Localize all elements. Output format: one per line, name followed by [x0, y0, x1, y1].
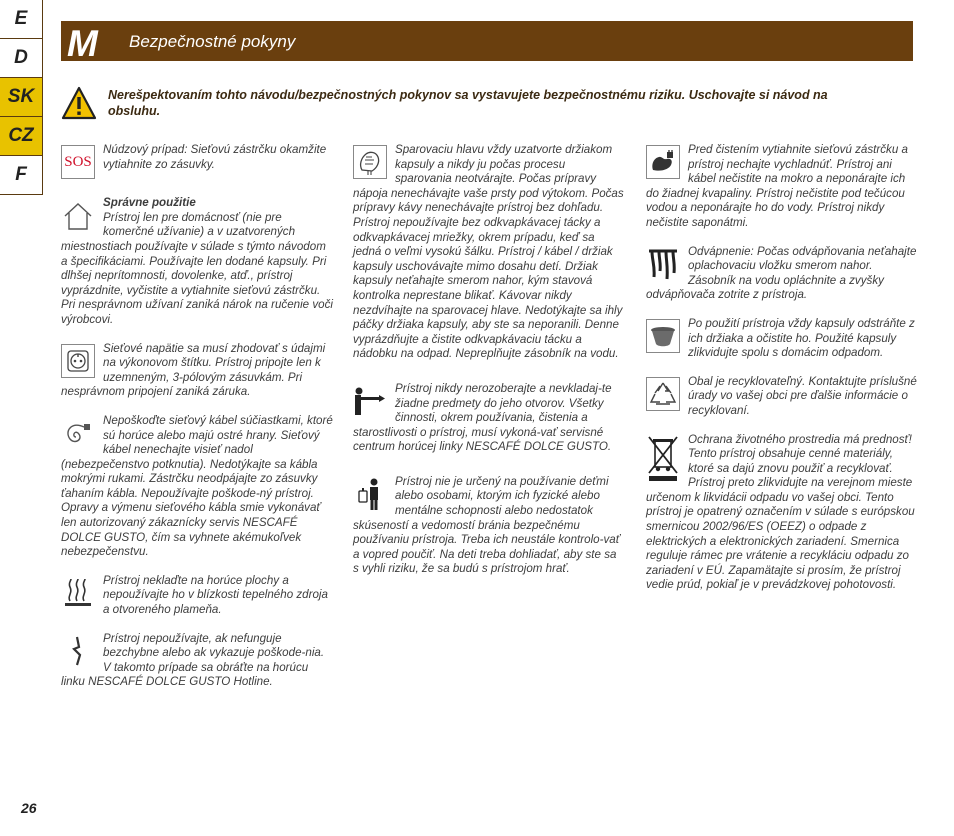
safety-item-packaging	[646, 375, 918, 419]
hot-surface-icon	[61, 576, 95, 610]
language-tabs	[0, 0, 43, 195]
safety-item-brewhead	[353, 143, 625, 362]
item-text: Obal je recyklovateľný. Kontaktujte príslušné úrady vo vašej obci pre ďalšie informácie o recyklovaní.	[688, 374, 917, 417]
safety-item-emergency	[61, 143, 333, 172]
tools-icon	[353, 384, 387, 418]
capsule-icon	[646, 319, 680, 353]
safety-item-damaged	[61, 632, 333, 690]
item-text: Sparovaciu hlavu vždy uzatvorte držiakom kapsuly a nikdy ju počas procesu sparovania neotvárajte. Počas prípravy nápoja nenechávajte vaše prsty pod výtokom. Počas prípravy kávy nenechávajte prístroj bez dohľadu. Prístroj nepoužívajte bez odkvapkávacej tácky a odkvapkávacej mriežky, okrem prípadu, keď sa jedná o veľmi vysokú šálku. Prístroj / kábel / držiak kapsuly uschovávajte mimo dosahu detí. Držiak kapsuly neťahajte smerom nahor, kým stavová kontrolka neprestane blikať. Kávovar nikdy nezdvíhajte na sparovacej hlave. Nedotýkajte sa ihly páčky držiaka kapsuly, aby ste sa neporanili. Denne vyprázdňujte a čistite odkvapkávaciu tácku a nádobku na odpad. Nepreplňujte zásobník na vodu.	[353, 143, 624, 361]
tab-f[interactable]: F	[0, 156, 43, 195]
descaling-icon	[646, 247, 680, 281]
recycle-icon	[646, 377, 680, 411]
item-text: Núdzový prípad: Sieťovú zástrčku okamžite vytiahnite zo zásuvky.	[103, 143, 327, 171]
damaged-cable-icon	[61, 634, 95, 668]
item-text: Ochrana životného prostredia má prednosť! Tento prístroj obsahuje cenné materiály, ktoré sa dajú znovu použiť a recyklovať. Prístroj preto zlikvidujte na verejnom mieste určenom k likvidácii odpadu vo vašej obci. Tento prístroj je opatrený označením v súlade s európskou smernicou 2002/96/ES (OEEZ) o odpade z elektrických a elektronických zariadení. Smernica reguluje rámec pre vrátenie a recykláciu odpadu zo zariadení v EÚ. Zapamätajte si prosím, že prístroj vedie prúd, pokiaľ je v prevádzkovej pohotovosti.	[646, 432, 915, 592]
weee-bin-icon	[646, 435, 680, 483]
item-text: Prístroj neklaďte na horúce plochy a nepoužívajte ho v blízkosti tepelného zdroja a otvoreného plameňa.	[103, 573, 328, 617]
tab-d[interactable]: D	[0, 39, 43, 78]
column-1	[61, 143, 333, 690]
item-heading: Správne použitie	[103, 196, 196, 210]
column-2	[353, 143, 625, 577]
item-text: Odvápnenie: Počas odvápňovania neťahajte oplachovaciu vložku smerom nahor. Zásobník na vodu opláchnite a zvyšky odvápňovača zotrite z prístroja.	[646, 244, 917, 302]
tab-cz[interactable]: CZ	[0, 117, 43, 156]
socket-icon	[61, 344, 95, 378]
item-text: Prístroj nie je určený na používanie deťmi alebo osobami, ktorým ich fyzické alebo mentálne schopnosti alebo nedostatok skúseností a vedomostí bránia bezpečnému používaniu prístroja. Treba ich neustále kontrolo-vať a vopred poučiť. Na deti treba dohliadať, aby ste sa s vyhli riziku, že sa budú s prístrojom hrať.	[353, 474, 620, 576]
child-icon	[353, 477, 387, 511]
section-header	[61, 21, 913, 64]
warning-triangle-icon	[61, 86, 97, 120]
sos-icon	[61, 145, 95, 179]
item-text: Prístroj nepoužívajte, ak nefunguje bezchybne alebo ak vykazuje poškode-nia. V takomto prípade sa obráťte na horúcu linku NESCAFÉ DOLCE GUSTO Hotline.	[61, 631, 325, 689]
section-letter: M	[67, 23, 97, 64]
cable-icon	[61, 416, 95, 450]
item-text: Prístroj nikdy nerozoberajte a nevkladaj-te žiadne predmety do jeho otvorov. Všetky činnosti, okrem používania, čistenia a starostlivosti o prístroj, musí vykoná-vať servisné centrum horúcej linky NESCAFÉ DOLCE GUSTO.	[353, 381, 612, 454]
safety-item-proper-use	[61, 196, 333, 327]
item-text: Po použití prístroja vždy kapsuly odstráňte z ich držiaka a očistite ho. Použité kapsuly zlikvidujte spolu s domácim odpadom.	[688, 316, 915, 360]
sos-icon-label: SOS	[64, 153, 92, 170]
safety-item-capsules	[646, 317, 918, 361]
item-text: Prístroj len pre domácnosť (nie pre komerčné užívanie) a v uzatvorených miestnostiach používajte v súlade s týmto návodom a špecifikáciami. Používajte len dodané kapsuly. Pri dlhšej neprítomnosti, dovolenke, atď., prístroj vyprázdnite, vyčistite a vytiahnite sieťovú zástrčku. Pri nesprávnom užívaní zaniká nárok na ručenie voči výrobcovi.	[61, 210, 333, 326]
column-3	[646, 143, 918, 593]
safety-item-cable	[61, 414, 333, 560]
hand-brewhead-icon	[353, 145, 387, 179]
safety-item-environment	[646, 433, 918, 594]
safety-item-cleaning	[646, 143, 918, 231]
page-number: 26	[21, 800, 37, 816]
tab-e[interactable]: E	[0, 0, 43, 39]
item-text: Nepoškoďte sieťový kábel súčiastkami, ktoré sú horúce alebo majú ostré hrany. Sieťový kábel nenechajte visieť nadol (nebezpečenstvo potknutia). Nedotýkajte sa kábla mokrými rukami. Zástrčku neodpájajte zo zásuvky ťahaním kábla. Nepoužívajte poškode-ný prístroj. Opravy a výmenu sieťového kábla smie vykonávať len autorizovaný zákaznícky servis NESCAFÉ DOLCE GUSTO, čím sa vyhnete akémukoľvek nebezpečenstvu.	[61, 413, 333, 559]
unplug-icon	[646, 145, 680, 179]
item-text: Sieťové napätie sa musí zhodovať s údajmi na výkonovom štítku. Prístroj pripojte len k uzemneným, 3-pólovým zásuvkám. Pri nesprávnom pripojení zaniká záruka.	[61, 341, 326, 399]
safety-item-disassembly	[353, 382, 625, 455]
safety-item-descaling	[646, 245, 918, 303]
section-title: Bezpečnostné pokyny	[129, 32, 296, 51]
tab-sk[interactable]: SK	[0, 78, 43, 117]
safety-item-children	[353, 475, 625, 577]
house-icon	[61, 199, 95, 233]
item-text: Pred čistením vytiahnite sieťovú zástrčku a prístroj nechajte vychladnúť. Prístroj ani kábel nečistite na mokro a neponárajte ich do žiadnej kvapaliny. Prístroj nečistite pod tečúcou vodou a neponárajte ho do vody. Prístroj nikdy nečistite saponátmi.	[646, 143, 908, 229]
safety-item-voltage	[61, 342, 333, 400]
safety-item-hot-surface	[61, 574, 333, 618]
warning-text: Nerešpektovaním tohto návodu/bezpečnostných pokynov sa vystavujete bezpečnostnému riziku. Uschovajte si návod na obsluhu.	[108, 88, 828, 118]
